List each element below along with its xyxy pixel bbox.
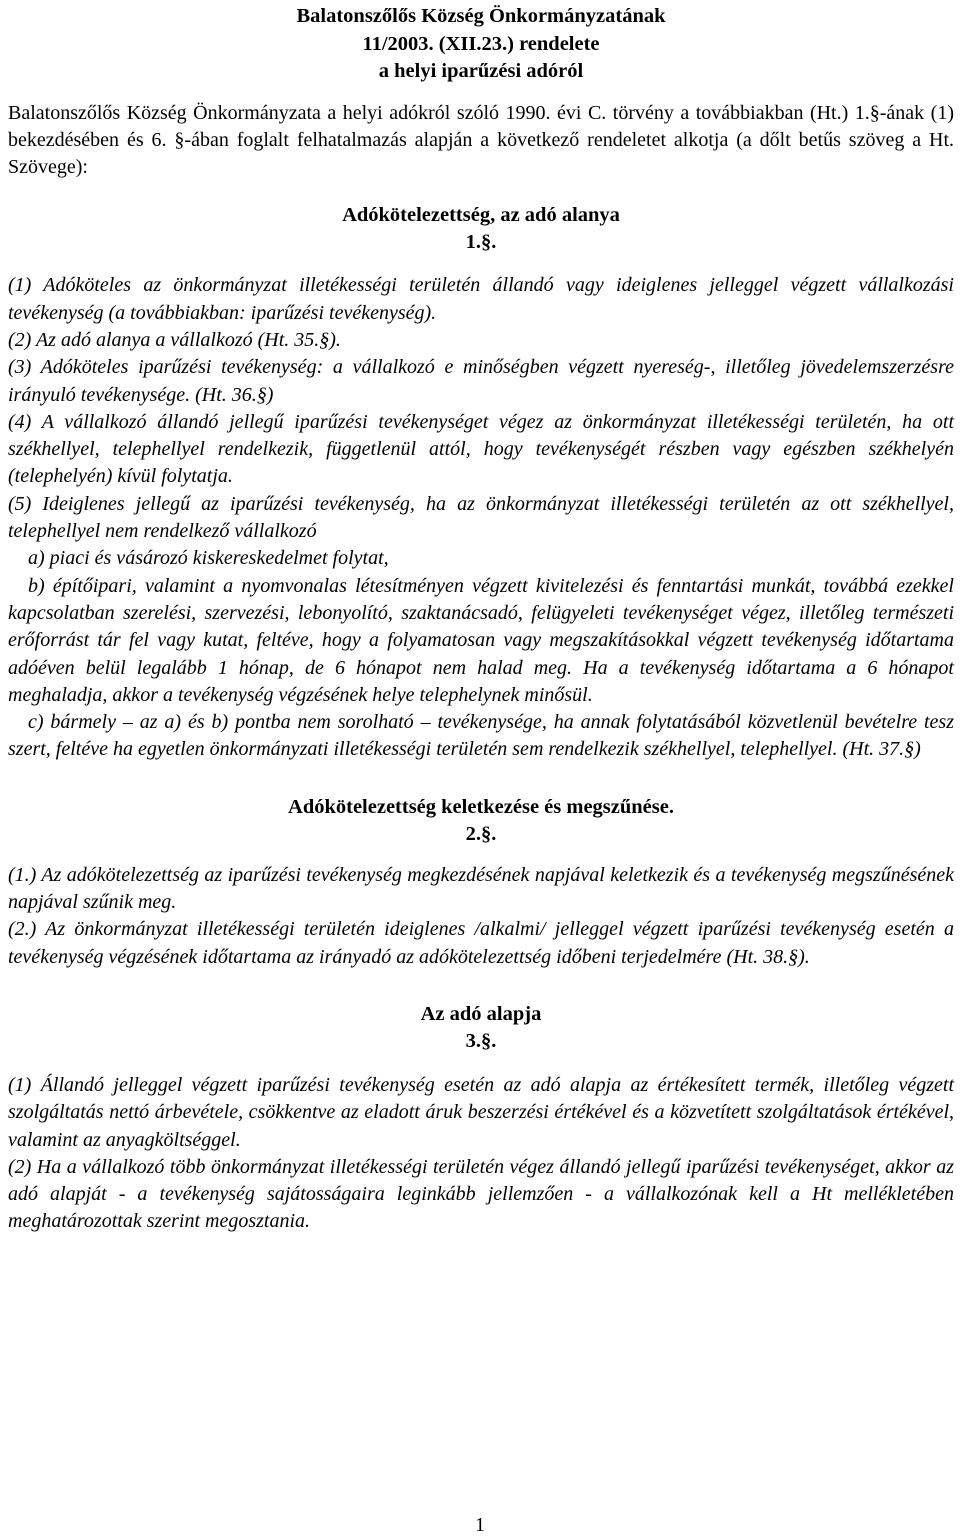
- paragraph: (5) Ideiglenes jellegű az iparűzési tevékenység, ha az önkormányzat illetékességi területén az ott székhellyel, telephellyel nem rendelkező vállalkozó: [8, 492, 954, 543]
- section-body: [8, 1072, 954, 1236]
- section-number: 3.§.: [465, 1029, 497, 1052]
- list-item: c) bármely – az a) és b) pontba nem sorolható – tevékenysége, ha annak folytatásából közvetlenül bevételre tesz szert, feltéve ha egyetlen önkormányzati illetékességi területén sem rendelkezik székhellyel, telephellyel. (Ht. 37.§): [8, 711, 954, 761]
- section-body: [8, 272, 954, 763]
- section-heading: Adókötelezettség, az adó alanya: [342, 204, 620, 227]
- section-heading: Adókötelezettség keletkezése és megszűnése.: [288, 795, 674, 818]
- section-heading: Az adó alapja: [420, 1002, 542, 1025]
- intro-paragraph: Balatonszőlős Község Önkormányzata a helyi adókról szóló 1990. évi C. törvény a továbbiakban (Ht.) 1.§-ának (1) bekezdésében és 6. §-ában foglalt felhatalmazás alapján a következő rendeletet alkotja (a dőlt betűs szöveg a Ht. Szövege):: [8, 101, 954, 179]
- section-number: 1.§.: [465, 231, 497, 254]
- paragraph: (4) A vállalkozó állandó jellegű iparűzési tevékenységet végez az önkormányzat illetékességi területén, ha ott székhellyel, telephellyel rendelkezik, függetlenül attól, hogy tevékenységét részben vagy egészben székhelyén (telephelyén) kívül folytatja.: [8, 410, 954, 488]
- paragraph: (3) Adóköteles iparűzési tevékenység: a vállalkozó e minőségben végzett nyereség-, illetőleg jövedelemszerzésre irányuló tevékenysége. (Ht. 36.§): [8, 356, 954, 406]
- list-item: b) építőipari, valamint a nyomvonalas létesítményen végzett kivitelezési és fenntartási munkát, továbbá ezekkel kapcsolatban szerelési, szervezési, lebonyolító, szaktanácsadó, felügyeleti tevékenységet végez, illetőleg természeti erőforrást tár fel vagy kutat, feltéve, hogy a folyamatosan vagy megszakításokkal végzett tevékenység időtartama adóéven belül legalább 1 hónap, de 6 hónapot nem halad meg. Ha a tevékenység időtartama a 6 hónapot meghaladja, akkor a tevékenység végzésének helye telephelynek minősül.: [8, 574, 954, 706]
- section-body: [8, 862, 954, 971]
- paragraph: (1) Állandó jelleggel végzett iparűzési tevékenység esetén az adó alapja az értékesített termék, illetőleg végzett szolgáltatás nettó árbevétele, csökkentve az eladott áruk beszerzési értékével és a közvetített szolgáltatások értékével, valamint az anyagköltséggel.: [8, 1073, 954, 1151]
- page-number: 1: [475, 1514, 485, 1536]
- paragraph: (2) Ha a vállalkozó több önkormányzat illetékességi területén végez állandó jellegű iparűzési tevékenységet, akkor az adó alapját - a tevékenység sajátosságaira leginkább jellemzően - a vállalkozónak kell a Ht mellékletében meghatározottak szerint megosztania.: [8, 1155, 954, 1233]
- paragraph: (1) Adóköteles az önkormányzat illetékességi területén állandó vagy ideiglenes jelleggel végzett vállalkozási tevékenység (a továbbiakban: iparűzési tevékenység).: [8, 274, 954, 324]
- title-line: a helyi iparűzési adóról: [378, 60, 584, 82]
- title-line: 11/2003. (XII.23.) rendelete: [362, 32, 600, 55]
- document-title: [8, 3, 954, 86]
- paragraph: (2.) Az önkormányzat illetékességi területén ideiglenes /alkalmi/ jelleggel végzett iparűzési tevékenység esetén a tevékenység végzésének időtartama az irányadó az adókötelezettség időbeni terjedelmére (Ht. 38.§).: [8, 918, 954, 968]
- title-line: Balatonszőlős Község Önkormányzatának: [296, 5, 666, 27]
- paragraph: (2) Az adó alanya a vállalkozó (Ht. 35.§).: [8, 328, 341, 351]
- list-item: a) piaci és vásározó kiskereskedelmet folytat,: [28, 547, 389, 570]
- section-number: 2.§.: [465, 822, 497, 845]
- document-page: [8, 0, 954, 1236]
- paragraph: (1.) Az adókötelezettség az iparűzési tevékenység megkezdésének napjával keletkezik és a tevékenység megszűnésének napjával szűnik meg.: [8, 863, 954, 914]
